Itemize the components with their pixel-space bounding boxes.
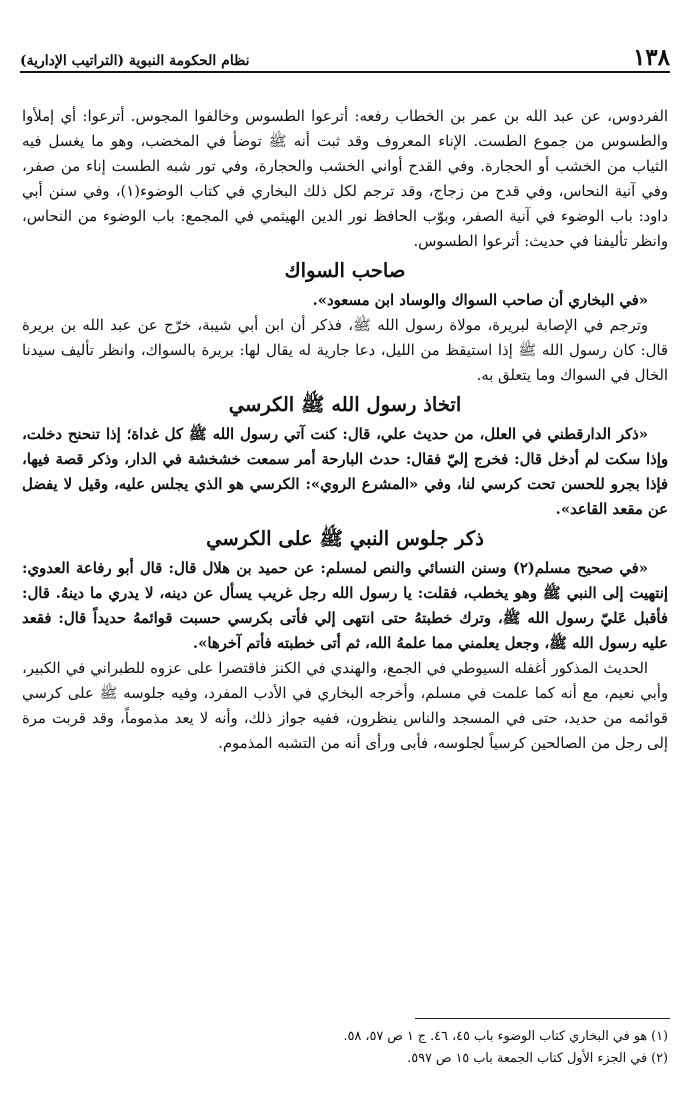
page-body xyxy=(22,104,668,756)
page-header xyxy=(20,44,670,70)
quote-siwak: «في البخاري أن صاحب السواك والوساد ابن مسعود». xyxy=(312,292,648,309)
heading-siwak: صاحب السواك xyxy=(284,259,406,282)
quote-daraqutni: «ذكر الدارقطني في العلل، من حديث علي، قال: كنت آتي رسول الله ﷺ كل غداة؛ إذا تنحنح دخلت، وإذا سكت لم أدخل قال: فخرج إليّ فقال: حدث البارحة أمر سمعت خشخشة في الدار، وذكر قصة فيها، فإذا بجرو للحسن تحت كرسي لنا، وفي «المشرع الروي»: الكرسي هو الذي يجلس عليه، وقيل لا يفضل عن مقعد القاعد». xyxy=(22,426,668,518)
heading-julus: ذكر جلوس النبي ﷺ على الكرسي xyxy=(206,527,484,550)
footnote-2: (٢) في الجزء الأول كتاب الجمعة باب ١٥ ص ٥٩٧. xyxy=(407,1051,668,1066)
footnote-rule xyxy=(415,1018,670,1019)
quote-muslim: «في صحيح مسلم(٢) وسنن النسائي والنص لمسلم: عن حميد بن هلال قال: قال أبو رفاعة العدوي: إنتهيت إلى النبي ﷺ وهو يخطب، فقلت: يا رسول الله رجل غريب يسأل عن دينه، لا يدري ما دينهُ. قال: فأقبل عَليّ رسول الله ﷺ، وترك خطبتهُ حتى انتهى إلي فأتى بكرسي حسبت قوائمهُ حديداً قال: فقعد عليه رسول الله ﷺ، وجعل يعلمني مما علمهُ الله، ثم أتى خطبته فأتم آخرها». xyxy=(22,560,668,652)
footnotes xyxy=(22,1026,668,1070)
heading-kursi: اتخاذ رسول الله ﷺ الكرسي xyxy=(228,393,462,416)
running-title: نظام الحكومة النبوية (التراتيب الإدارية) xyxy=(20,53,250,69)
page-number: ١٣٨ xyxy=(632,44,670,71)
footnote-1: (١) هو في البخاري كتاب الوضوء باب ٤٥، ٤٦. ج ١ ص ٥٧، ٥٨. xyxy=(343,1029,668,1044)
header-rule xyxy=(20,71,670,73)
intro-paragraph: الفردوس، عن عبد الله بن عمر بن الخطاب رفعه: أترعوا الطسوس وخالفوا المجوس. أترعوا: أي إملأوا والطسوس من جموع الطست. الإناء المعروف وقد ثبت أنه ﷺ توضأ في المخضب، وهو ما يغسل فيه الثياب من الخشب أو الحجارة. وفي القدح أواني الخشب والحجارة، وفي تور شبه الطست إناء من صفر، وفي آنية النحاس، وفي قدح من زجاج، وقد ترجم لكل ذلك البخاري في كتاب الوضوء(١)، وفي سنن أبي داود: باب الوضوء في آنية الصفر، وبوّب الحافظ نور الدين الهيثمي في المجمع: باب الوضوء من النحاس، وانظر تأليفنا في حديث: أترعوا الطسوس. xyxy=(22,108,668,250)
paragraph-commentary: الحديث المذكور أغفله السيوطي في الجمع، والهندي في الكنز فاقتصرا على عزوه للطبراني في الكبير، وأبي نعيم، مع أنه كما علمت في مسلم، وأخرجه البخاري في الأدب المفرد، وفيه جلوسه ﷺ على كرسي قوائمه من حديد، حتى في المسجد والناس ينظرون، ففيه جواز ذلك، وأنه لا يعد مذموماً، وقد قربت مرة إلى رجل من الصالحين كرسياً لجلوسه، فأبى ورأى أنه من التشبه المذموم. xyxy=(22,660,668,752)
paragraph-barira: وترجم في الإصابة لبريرة، مولاة رسول الله ﷺ، فذكر أن ابن أبي شيبة، خرّج عن عبد الله بن بريرة قال: كان رسول الله ﷺ إذا استيقظ من الليل، دعا جارية له يقال لها: بريرة بالسواك، وانظر تأليف سيدنا الخال في السواك وما يتعلق به. xyxy=(22,317,668,384)
